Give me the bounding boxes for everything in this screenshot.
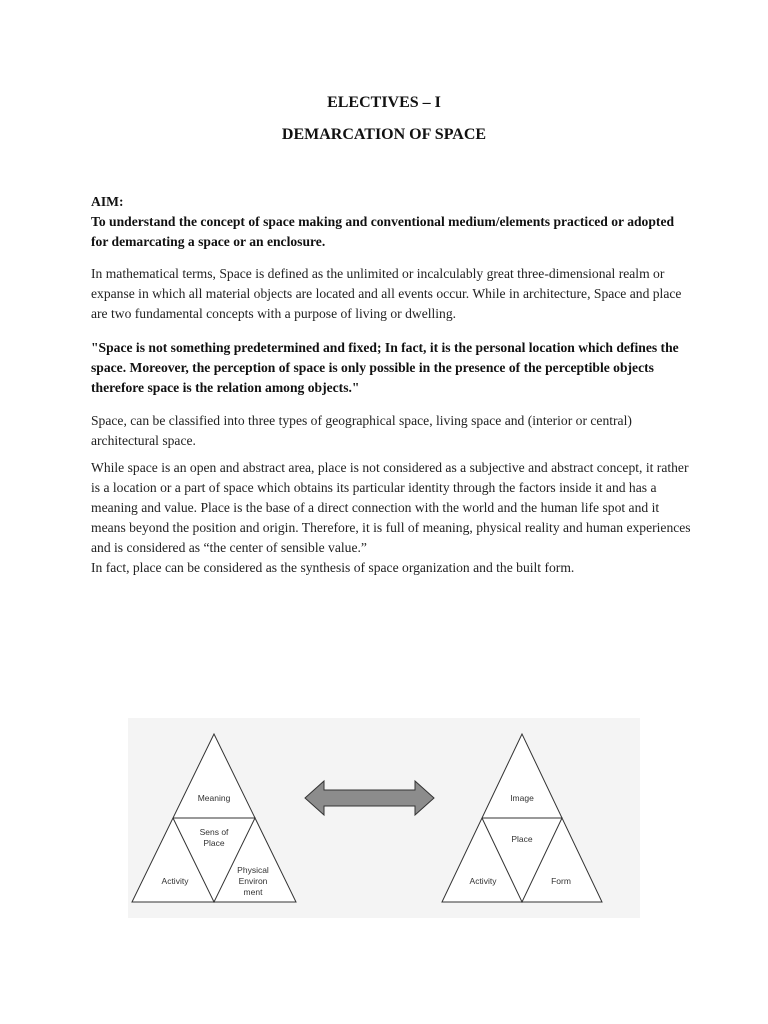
paragraph-classification: Space, can be classified into three types of geographical space, living space and (interior or central) architectural space. <box>91 413 632 448</box>
place-diagram <box>128 718 640 918</box>
paragraph-synthesis: In fact, place can be considered as the synthesis of space organization and the built form. <box>91 560 575 575</box>
right-center-label: Place <box>511 834 533 844</box>
left-bottom-left-label: Activity <box>161 876 189 886</box>
place-diagram-svg <box>128 718 640 918</box>
left-top-label: Meaning <box>197 793 231 803</box>
paragraph-definition: In mathematical terms, Space is defined as the unlimited or incalculably great three-dimensional realm or expanse in which all material objects are located and all events occur. While in architecture, Space and place are two fundamental concepts with a purpose of living or dwelling. <box>91 266 682 321</box>
left-center-label-2: Place <box>203 838 225 848</box>
left-triangle <box>132 734 296 902</box>
left-bottom-right-label-3: ment <box>243 887 263 897</box>
right-triangle <box>442 734 602 902</box>
right-bottom-left-label: Activity <box>469 876 497 886</box>
document-subheading: DEMARCATION OF SPACE <box>281 126 487 143</box>
double-arrow <box>305 781 434 815</box>
right-bottom-right-label: Form <box>551 876 571 886</box>
document-heading: ELECTIVES – I <box>327 94 441 111</box>
paragraph-quote: "Space is not something predetermined and fixed; In fact, it is the personal location which defines the space. Moreover, the perception of space is only possible in the presence of the perceptible objects therefore space is the relation among objects." <box>91 340 679 395</box>
aim-section <box>91 192 691 252</box>
left-center-label-1: Sens of <box>199 827 229 837</box>
right-top-label: Image <box>510 793 534 803</box>
left-bottom-right-label-1: Physical <box>237 865 269 875</box>
aim-label: AIM: <box>91 194 124 209</box>
paragraph-place: While space is an open and abstract area, place is not considered as a subjective and abstract concept, it rather is a location or a part of space which obtains its particular identity through the factors inside it and has a meaning and value. Place is the base of a direct connection with the world and the human life spot and it means beyond the position and origin. Therefore, it is full of meaning, physical reality and human experiences and is considered as “the center of sensible value.” <box>91 460 691 555</box>
left-bottom-right-label-2: Environ <box>238 876 268 886</box>
paragraph-place-group <box>91 458 691 578</box>
aim-text: To understand the concept of space making and conventional medium/elements practiced or adopted for demarcating a space or an enclosure. <box>91 214 675 249</box>
